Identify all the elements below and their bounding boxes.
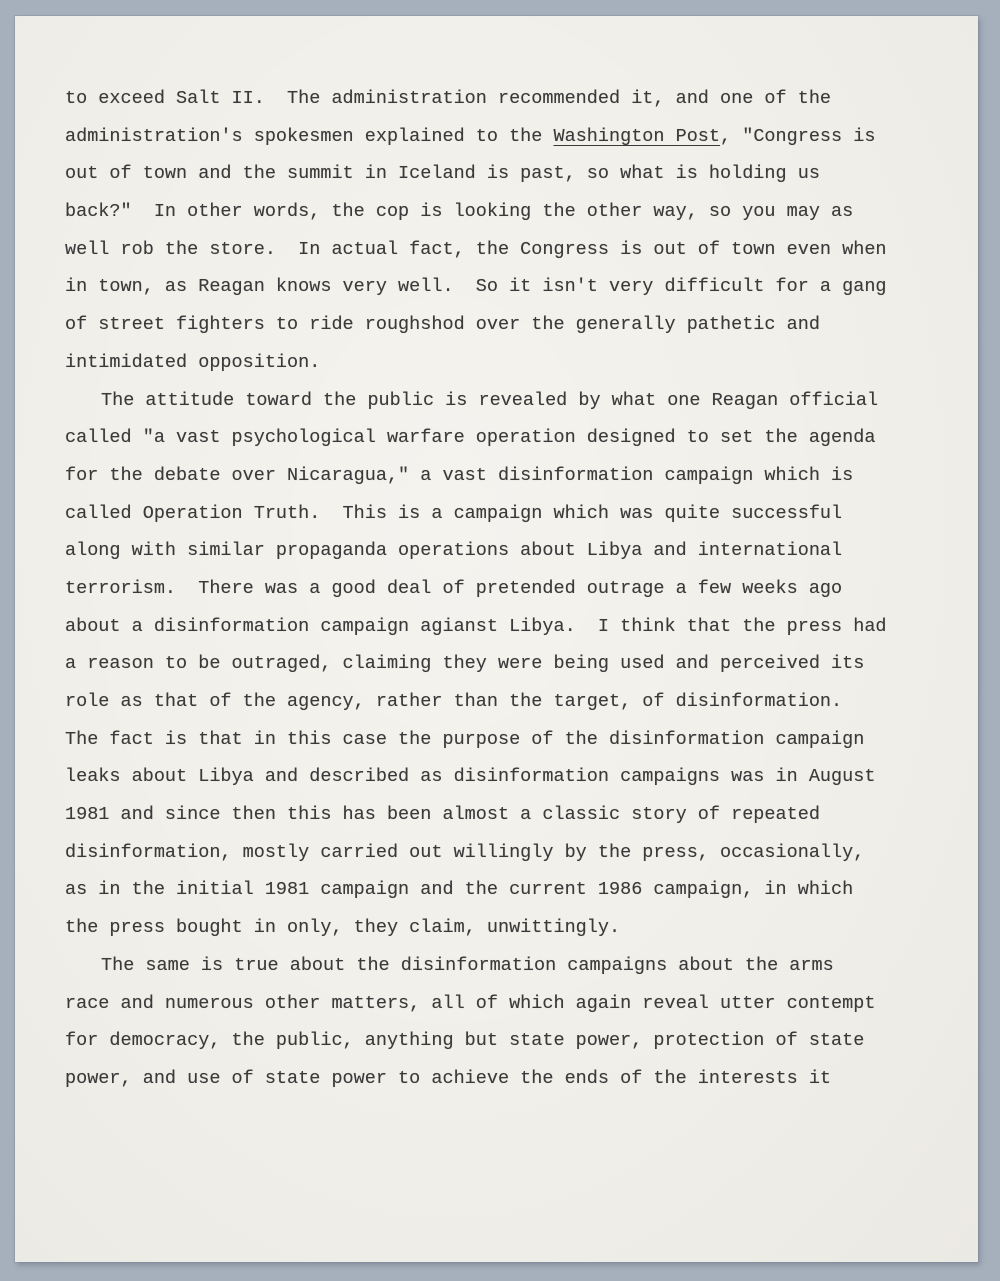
text-line (65, 344, 955, 382)
text-line (65, 985, 955, 1023)
text-segment: leaks about Libya and described as disinformation campaigns was in August (65, 766, 876, 788)
text-segment: along with similar propaganda operations about Libya and international (65, 540, 843, 562)
text-segment: administration's spokesmen explained to the (65, 125, 554, 147)
text-segment: called "a vast psychological warfare operation designed to set the agenda (65, 427, 876, 449)
text-line (65, 570, 955, 608)
text-line (65, 909, 955, 947)
text-segment: intimidated opposition. (65, 351, 321, 373)
text-line (65, 1060, 955, 1098)
text-segment: called Operation Truth. This is a campaign which was quite successful (65, 502, 843, 524)
text-segment: The fact is that in this case the purpose of the disinformation campaign (65, 728, 865, 750)
text-line (65, 947, 955, 985)
text-line (65, 683, 955, 721)
text-segment: 1981 and since then this has been almost a classic story of repeated (65, 804, 820, 826)
text-line (65, 155, 955, 193)
text-segment: as in the initial 1981 campaign and the current 1986 campaign, in which (65, 879, 854, 901)
text-segment: about a disinformation campaign agianst Libya. I think that the press had (65, 615, 887, 637)
text-line (65, 80, 955, 118)
text-line (65, 796, 955, 834)
text-segment: of street fighters to ride roughshod over the generally pathetic and (65, 314, 820, 336)
text-segment: back?" In other words, the cop is looking the other way, so you may as (65, 201, 854, 223)
text-line (65, 721, 955, 759)
typewritten-text (65, 80, 955, 1098)
text-segment: terrorism. There was a good deal of pretended outrage a few weeks ago (65, 577, 843, 599)
text-segment: in town, as Reagan knows very well. So it isn't very difficult for a gang (65, 276, 887, 298)
text-segment: out of town and the summit in Iceland is past, so what is holding us (65, 163, 820, 185)
text-line (65, 532, 955, 570)
text-line (65, 758, 955, 796)
text-line (65, 268, 955, 306)
text-segment: the press bought in only, they claim, unwittingly. (65, 917, 621, 939)
text-segment: a reason to be outraged, claiming they were being used and perceived its (65, 653, 865, 675)
text-line (65, 1022, 955, 1060)
text-segment: well rob the store. In actual fact, the Congress is out of town even when (65, 238, 887, 260)
text-line (65, 457, 955, 495)
text-line (65, 495, 955, 533)
text-line (65, 645, 955, 683)
text-segment: The attitude toward the public is revealed by what one Reagan official (101, 389, 879, 411)
text-line (65, 834, 955, 872)
text-segment: role as that of the agency, rather than the target, of disinformation. (65, 691, 843, 712)
document-page (15, 16, 978, 1262)
text-segment: power, and use of state power to achieve the ends of the interests it (65, 1067, 832, 1089)
text-line (65, 382, 955, 420)
text-segment: disinformation, mostly carried out willingly by the press, occasionally, (65, 841, 865, 863)
text-line (65, 871, 955, 909)
text-line (65, 231, 955, 269)
text-segment: to exceed Salt II. The administration recommended it, and one of the (65, 88, 832, 109)
text-line (65, 419, 955, 457)
text-line (65, 118, 955, 156)
text-line (65, 306, 955, 344)
text-segment: , "Congress is (720, 125, 876, 147)
text-segment: race and numerous other matters, all of which again reveal utter contempt (65, 992, 876, 1014)
text-segment: for democracy, the public, anything but state power, protection of state (65, 1030, 865, 1052)
text-line (65, 608, 955, 646)
text-segment: The same is true about the disinformation campaigns about the arms (101, 954, 834, 976)
text-segment: for the debate over Nicaragua," a vast disinformation campaign which is (65, 464, 854, 486)
underlined-text: Washington Post (553, 125, 721, 147)
text-line (65, 193, 955, 231)
